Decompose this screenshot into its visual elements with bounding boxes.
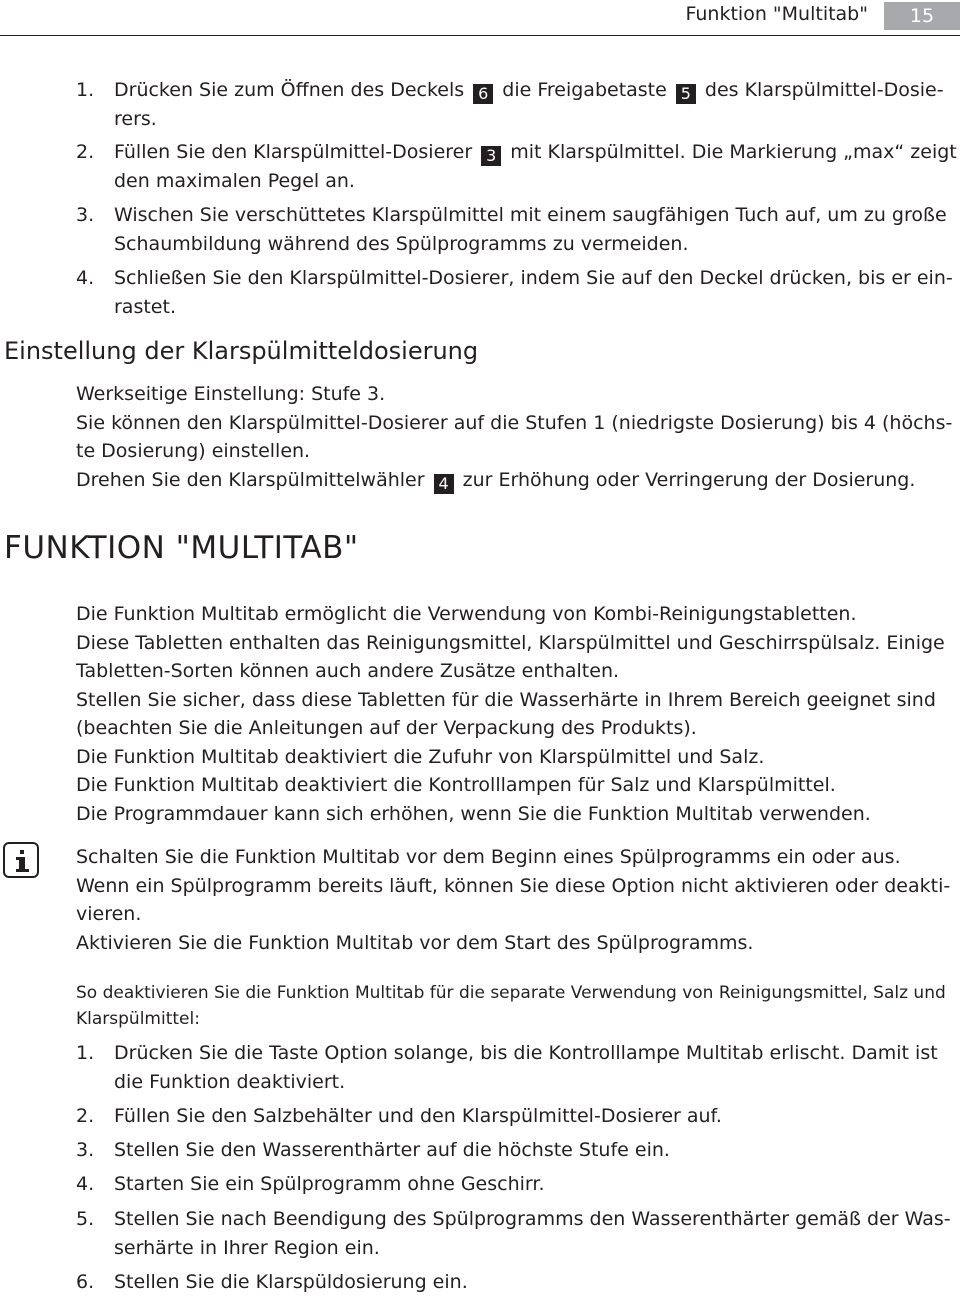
info-icon	[3, 842, 39, 878]
list-number: 4.	[76, 267, 95, 289]
refill-steps-list	[76, 76, 958, 326]
page-number: 15	[884, 2, 960, 30]
callout-4-badge: 4	[434, 474, 454, 494]
header-divider	[0, 35, 960, 36]
list-number: 4.	[76, 1173, 95, 1195]
list-number: 3.	[76, 1139, 95, 1161]
callout-6-badge: 6	[473, 84, 493, 104]
list-item: 2. Füllen Sie den Klarspülmittel-Dosierer 3 mit Klarspülmittel. Die Markierung „max“ zeigt den maximalen Pegel an.	[76, 138, 958, 201]
deactivate-intro: So deaktivieren Sie die Funktion Multitab für die separate Verwendung von Reinigungsmittel, Salz und Klarspülmittel:	[76, 983, 946, 1029]
list-number: 1.	[76, 79, 95, 101]
section-heading-multitab: FUNKTION "MULTITAB"	[4, 530, 359, 566]
dosing-paragraph: Werkseitige Einstellung: Stufe 3. Sie können den Klarspülmittel-Dosierer auf die Stufen 1 (niedrigste Dosierung) bis 4 (höchs- te Dosierung) einstellen. Drehen Sie den Klarspülmittelwähler 4 zur Erhöhung oder Verringerung der Dosierung.	[76, 383, 953, 493]
list-number: 3.	[76, 204, 95, 226]
list-item: 5. Stellen Sie nach Beendigung des Spülprogramms den Wasserenthärter gemäß der Was- serhärte in Ihrer Region ein.	[76, 1205, 958, 1268]
list-item: 1. Drücken Sie zum Öffnen des Deckels 6 die Freigabetaste 5 des Klarspülmittel-Dosie- rers.	[76, 76, 958, 138]
info-note: Schalten Sie die Funktion Multitab vor dem Beginn eines Spülprogramms ein oder aus. Wenn ein Spülprogramm bereits läuft, können Sie diese Option nicht aktivieren oder deakti- vieren. Aktivieren Sie die Funktion Multitab vor dem Start des Spülprogramms.	[76, 846, 951, 954]
deactivate-steps-list	[76, 1039, 958, 1298]
list-item: 6. Stellen Sie die Klarspüldosierung ein.	[76, 1268, 958, 1298]
callout-3-badge: 3	[481, 146, 501, 166]
list-number: 1.	[76, 1042, 95, 1064]
list-number: 2.	[76, 1105, 95, 1127]
page-header	[0, 0, 960, 36]
list-item: 4. Schließen Sie den Klarspülmittel-Dosierer, indem Sie auf den Deckel drücken, bis er ein- rastet.	[76, 264, 958, 326]
section-heading-dosing: Einstellung der Klarspülmitteldosierung	[4, 337, 479, 365]
list-item: 1. Drücken Sie die Taste Option solange, bis die Kontrolllampe Multitab erlischt. Damit ist die Funktion deaktiviert.	[76, 1039, 958, 1102]
list-item: 2. Füllen Sie den Salzbehälter und den Klarspülmittel-Dosierer auf.	[76, 1102, 958, 1136]
list-item: 4. Starten Sie ein Spülprogramm ohne Geschirr.	[76, 1170, 958, 1205]
multitab-paragraph: Die Funktion Multitab ermöglicht die Verwendung von Kombi-Reinigungstabletten. Diese Tabletten enthalten das Reinigungsmittel, Klarspülmittel und Geschirrspülsalz. Einige Tabletten-Sorten können auch andere Zusätze enthalten. Stellen Sie sicher, dass diese Tabletten für die Wasserhärte in Ihrem Bereich geeignet sind (beachten Sie die Anleitungen auf der Verpackung des Produkts). Die Funktion Multitab deaktiviert die Zufuhr von Klarspülmittel und Salz. Die Funktion Multitab deaktiviert die Kontrolllampen für Salz und Klarspülmittel. Die Programmdauer kann sich erhöhen, wenn Sie die Funktion Multitab verwenden.	[76, 603, 945, 825]
list-item: 3. Wischen Sie verschüttetes Klarspülmittel mit einem saugfähigen Tuch auf, um zu große Schaumbildung während des Spülprogramms zu vermeiden.	[76, 201, 958, 264]
list-number: 2.	[76, 141, 95, 163]
list-item: 3. Stellen Sie den Wasserenthärter auf die höchste Stufe ein.	[76, 1136, 958, 1170]
list-number: 6.	[76, 1271, 95, 1293]
header-title: Funktion "Multitab"	[685, 3, 868, 25]
list-number: 5.	[76, 1208, 95, 1230]
callout-5-badge: 5	[676, 84, 696, 104]
